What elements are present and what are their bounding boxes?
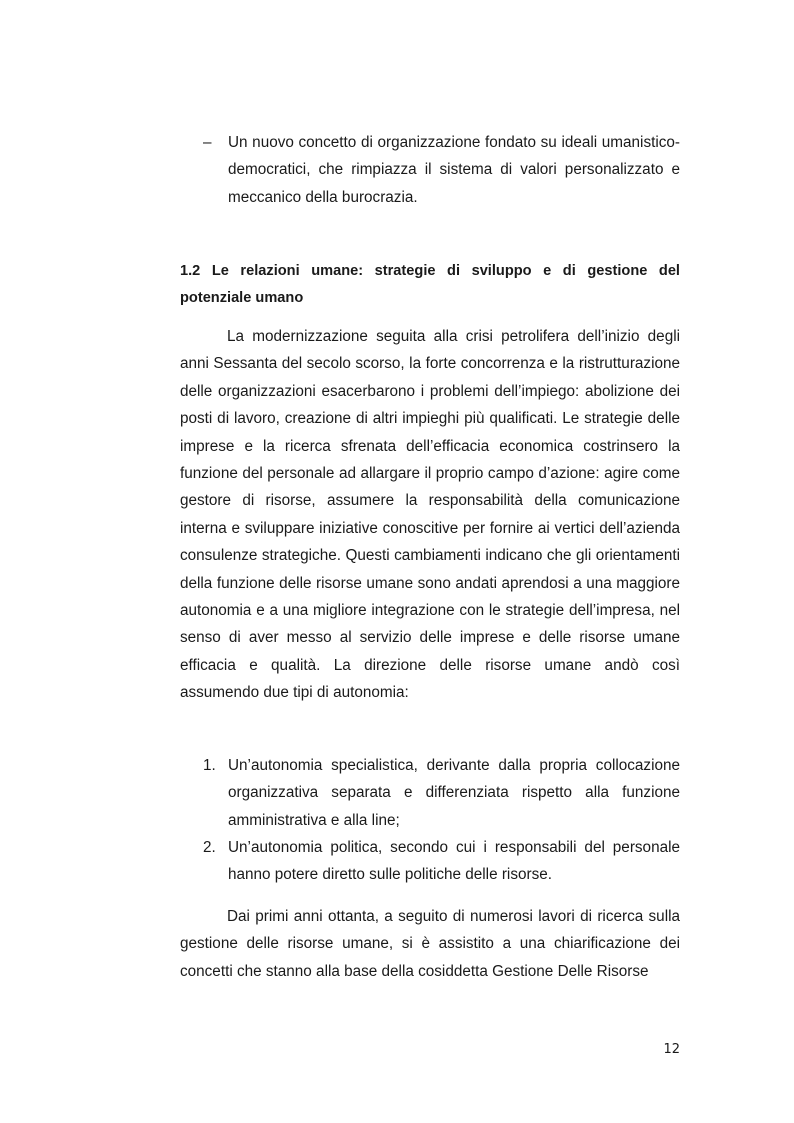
list-item-text: Un’autonomia politica, secondo cui i responsabili del personale hanno potere diretto sulle politiche delle risorse. <box>228 839 680 884</box>
dash-marker: – <box>203 134 212 151</box>
body-paragraph-2: Dai primi anni ottanta, a seguito di numerosi lavori di ricerca sulla gestione delle risorse umane, si è assistito a una chiarificazione dei concetti che stanno alla base della cosiddetta Gestione Delle Risorse <box>180 908 680 980</box>
numbered-list-item <box>203 752 680 834</box>
dash-item-text: Un nuovo concetto di organizzazione fondato su ideali umanistico-democratici, che rimpiazza il sistema di valori personalizzato e meccanico della burocrazia. <box>228 134 680 206</box>
list-number: 2. <box>203 839 216 856</box>
list-number: 1. <box>203 757 216 774</box>
numbered-list-item-1-container <box>203 752 680 834</box>
body-paragraph-1: La modernizzazione seguita alla crisi petrolifera dell’inizio degli anni Sessanta del secolo scorso, la forte concorrenza e la ristrutturazione delle organizzazioni esacerbarono i problemi dell’impiego: abolizione dei posti di lavoro, creazione di altri impieghi più qualificati. Le strategie delle imprese e la ricerca sfrenata dell’efficacia economica costrinsero la funzione del personale ad allargare il proprio campo d’azione: agire come gestore di risorse, assumere la responsabilità della comunicazione interna e sviluppare iniziative conoscitive per fornire ai vertici dell’azienda consulenze strategiche. Questi cambiamenti indicano che gli orientamenti della funzione delle risorse umane sono andati aprendosi a una maggiore autonomia e a una migliore integrazione con le strategie dell’impresa, nel senso di aver messo al servizio delle imprese e delle risorse umane efficacia e qualità. La direzione delle risorse umane andò così assumendo due tipi di autonomia: <box>180 328 680 702</box>
dash-list-item <box>203 129 680 211</box>
page-number: 12 <box>663 1042 680 1057</box>
section-heading: 1.2 Le relazioni umane: strategie di sviluppo e di gestione del potenziale umano <box>180 263 680 307</box>
numbered-list-item <box>203 834 680 889</box>
numbered-list-item-2-container <box>203 834 680 889</box>
list-item-text: Un’autonomia specialistica, derivante dalla propria collocazione organizzativa separata e differenziata rispetto alla funzione amministrativa e alla line; <box>228 757 680 829</box>
